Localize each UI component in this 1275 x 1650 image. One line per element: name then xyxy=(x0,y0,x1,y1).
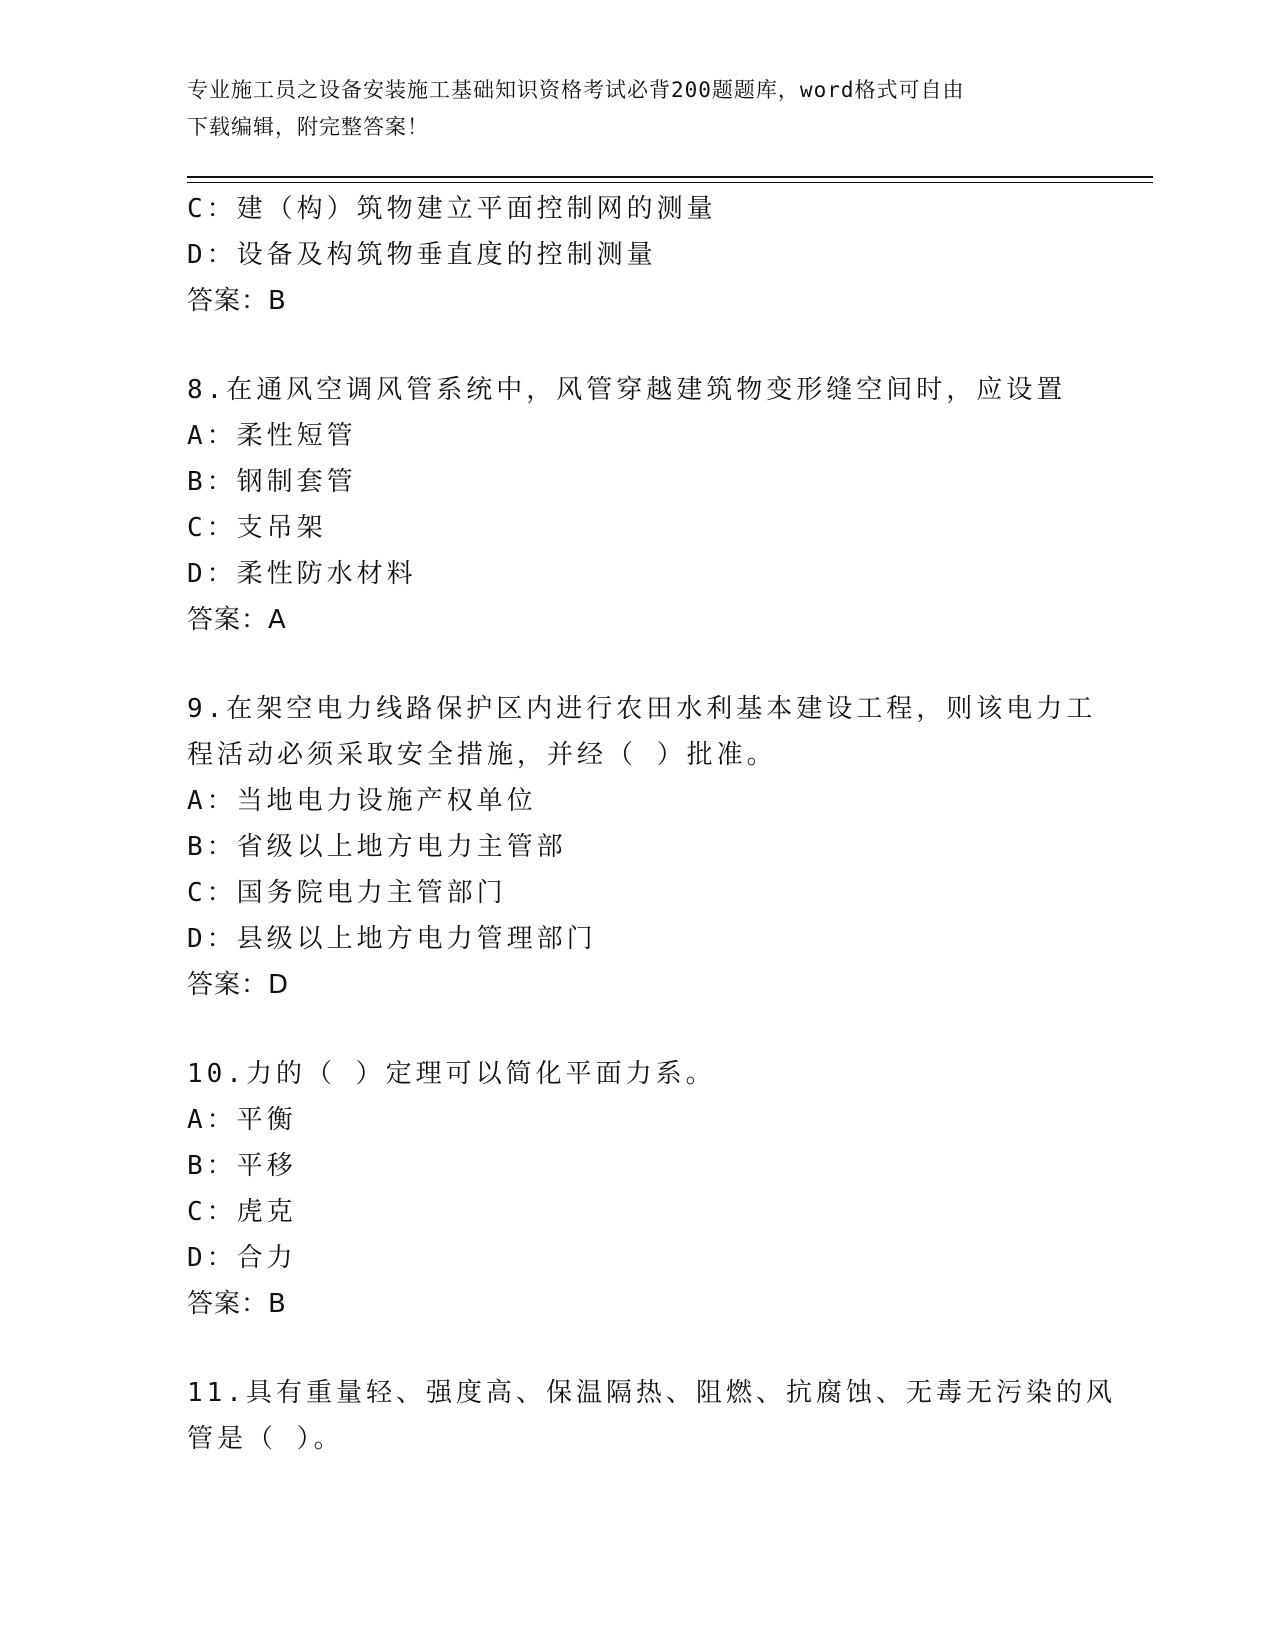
question-stem-line-2: 管是（ ）。 xyxy=(187,1424,344,1454)
question-9 xyxy=(187,686,1097,1008)
question-stem: 8.在通风空调风管系统中，风管穿越建筑物变形缝空间时，应设置 xyxy=(187,375,1067,405)
option-d: D：设备及构筑物垂直度的控制测量 xyxy=(187,240,657,270)
question-stem-line-1: 11.具有重量轻、强度高、保温隔热、阻燃、抗腐蚀、无毒无污染的风 xyxy=(187,1378,1116,1408)
question-11 xyxy=(187,1370,1116,1462)
question-gap xyxy=(187,643,1087,686)
question-stem-line-1: 9.在架空电力线路保护区内进行农田水利基本建设工程，则该电力工 xyxy=(187,694,1097,724)
header-divider-thick xyxy=(187,176,1153,178)
question-gap xyxy=(187,1327,1087,1370)
question-stem: 10.力的（ ）定理可以简化平面力系。 xyxy=(187,1059,716,1089)
header-title-line-2: 下载编辑，附完整答案！ xyxy=(187,115,429,139)
option-c: C：支吊架 xyxy=(187,513,327,543)
header-title-line-1: 专业施工员之设备安装施工基础知识资格考试必背200题题库，word格式可自由 xyxy=(187,78,965,102)
answer: 答案：B xyxy=(187,1289,287,1319)
option-a: A：柔性短管 xyxy=(187,421,357,451)
question-10 xyxy=(187,1051,1087,1327)
option-c: C：建（构）筑物建立平面控制网的测量 xyxy=(187,194,717,224)
question-8 xyxy=(187,367,1087,643)
question-7 xyxy=(187,186,1087,324)
question-gap xyxy=(187,1008,1087,1051)
question-stem-line-2: 程活动必须采取安全措施，并经（ ）批准。 xyxy=(187,740,777,770)
option-c: C：虎克 xyxy=(187,1197,297,1227)
option-b: B：平移 xyxy=(187,1151,297,1181)
option-d: D：合力 xyxy=(187,1243,297,1273)
header-divider-thin xyxy=(187,182,1153,183)
option-b: B：钢制套管 xyxy=(187,467,357,497)
question-gap xyxy=(187,324,1087,367)
option-a: A：平衡 xyxy=(187,1105,297,1135)
document-header xyxy=(187,72,1087,146)
question-list xyxy=(187,186,1116,1462)
option-c: C：国务院电力主管部门 xyxy=(187,878,507,908)
answer: 答案：A xyxy=(187,605,287,635)
option-d: D：县级以上地方电力管理部门 xyxy=(187,924,597,954)
option-a: A：当地电力设施产权单位 xyxy=(187,786,537,816)
answer: 答案：D xyxy=(187,970,290,1000)
option-b: B：省级以上地方电力主管部 xyxy=(187,832,567,862)
option-d: D：柔性防水材料 xyxy=(187,559,417,589)
answer: 答案：B xyxy=(187,286,287,316)
